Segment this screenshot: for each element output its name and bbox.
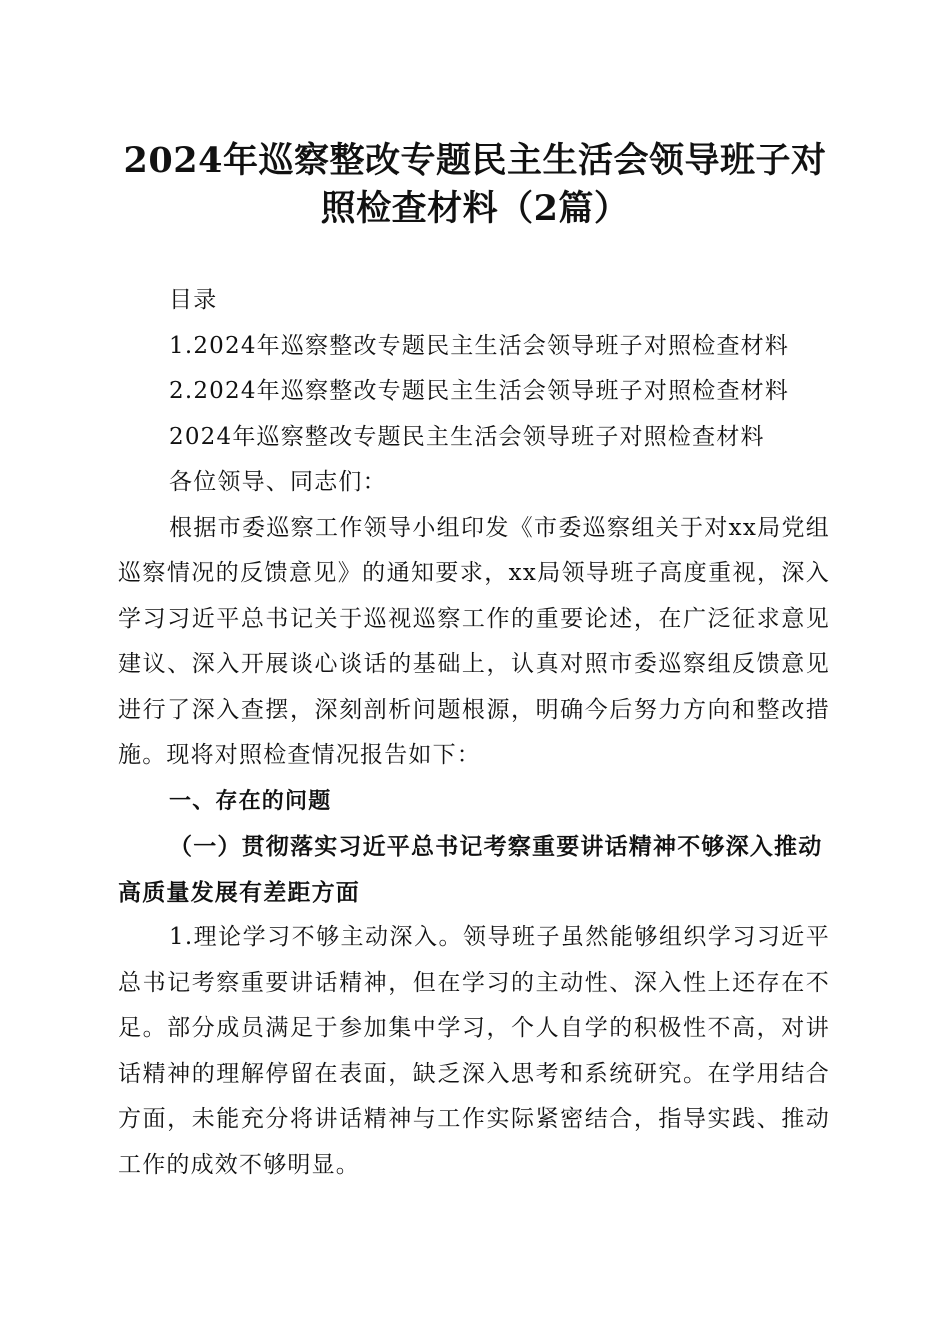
heading-level-2: （一）贯彻落实习近平总书记考察重要讲话精神不够深入推动高质量发展有差距方面 — [118, 833, 823, 906]
greeting: 各位领导、同志们： — [169, 469, 387, 495]
intro-paragraph: 根据市委巡察工作领导小组印发《市委巡察组关于对xx局党组巡察情况的反馈意见》的通知要求，xx局领导班子高度重视，深入学习习近平总书记关于巡视巡察工作的重要论述，在广泛征求意见建议、深入开展谈心谈话的基础上，认真对照市委巡察组反馈意见进行了深入查摆，深刻剖析问题根源，明确今后努力方向和整改措施。现将对照检查情况报告如下： — [118, 514, 830, 768]
point-1-paragraph: 1.理论学习不够主动深入。领导班子虽然能够组织学习习近平总书记考察重要讲话精神，但在学习的主动性、深入性上还存在不足。部分成员满足于参加集中学习，个人自学的积极性不高，对讲话精神的理解停留在表面，缺乏深入思考和系统研究。在学用结合方面，未能充分将讲话精神与工作实际紧密结合，指导实践、推动工作的成效不够明显。 — [118, 924, 830, 1178]
toc-label: 目录 — [169, 287, 218, 313]
document-title — [110, 137, 840, 233]
section-title: 2024年巡察整改专题民主生活会领导班子对照检查材料 — [169, 423, 765, 450]
heading-level-1: 一、存在的问题 — [169, 788, 332, 814]
toc-item-2: 2.2024年巡察整改专题民主生活会领导班子对照检查材料 — [169, 378, 790, 404]
toc-item-1: 1.2024年巡察整改专题民主生活会领导班子对照检查材料 — [169, 332, 790, 359]
title-line-2: 照检查材料（2篇） — [320, 188, 630, 229]
title-line-1: 2024年巡察整改专题民主生活会领导班子对 — [123, 140, 827, 181]
document-body — [118, 278, 830, 1188]
